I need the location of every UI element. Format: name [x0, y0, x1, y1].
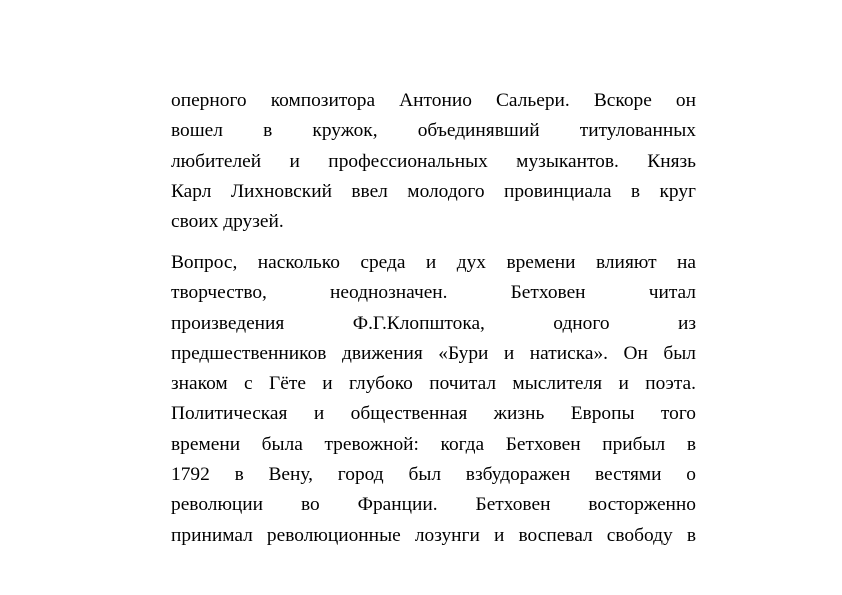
text-line: оперного композитора Антонио Сальери. Вскоре он	[171, 90, 696, 111]
text-line: знаком с Гёте и глубоко почитал мыслителя и поэта.	[171, 373, 696, 395]
body-text	[171, 86, 696, 551]
paragraph-2	[171, 248, 696, 551]
text-line: вошел в кружок, объединявший титулованных	[171, 120, 696, 142]
text-line: Карл Лихновский ввел молодого провинциала в круг	[171, 180, 696, 202]
paragraph-1	[171, 86, 696, 237]
text-line: своих друзей.	[171, 211, 284, 233]
text-line: 1792 в Вену, город был взбудоражен вестями о	[171, 464, 696, 486]
text-line: Вопрос, насколько среда и дух времени влияют на	[171, 251, 696, 273]
text-line: Политическая и общественная жизнь Европы того	[171, 403, 696, 425]
text-line: времени была тревожной: когда Бетховен прибыл в	[171, 433, 696, 455]
text-line: предшественников движения «Бури и натиска». Он был	[171, 342, 696, 364]
text-line: произведения Ф.Г.Клопштока, одного из	[171, 312, 696, 334]
text-line: творчество, неоднозначен. Бетховен читал	[171, 282, 696, 304]
text-line: любителей и профессиональных музыкантов. Князь	[171, 150, 696, 172]
text-line: революции во Франции. Бетховен восторженно	[171, 494, 696, 516]
text-line: принимал революционные лозунги и воспевал свободу в	[171, 524, 696, 546]
